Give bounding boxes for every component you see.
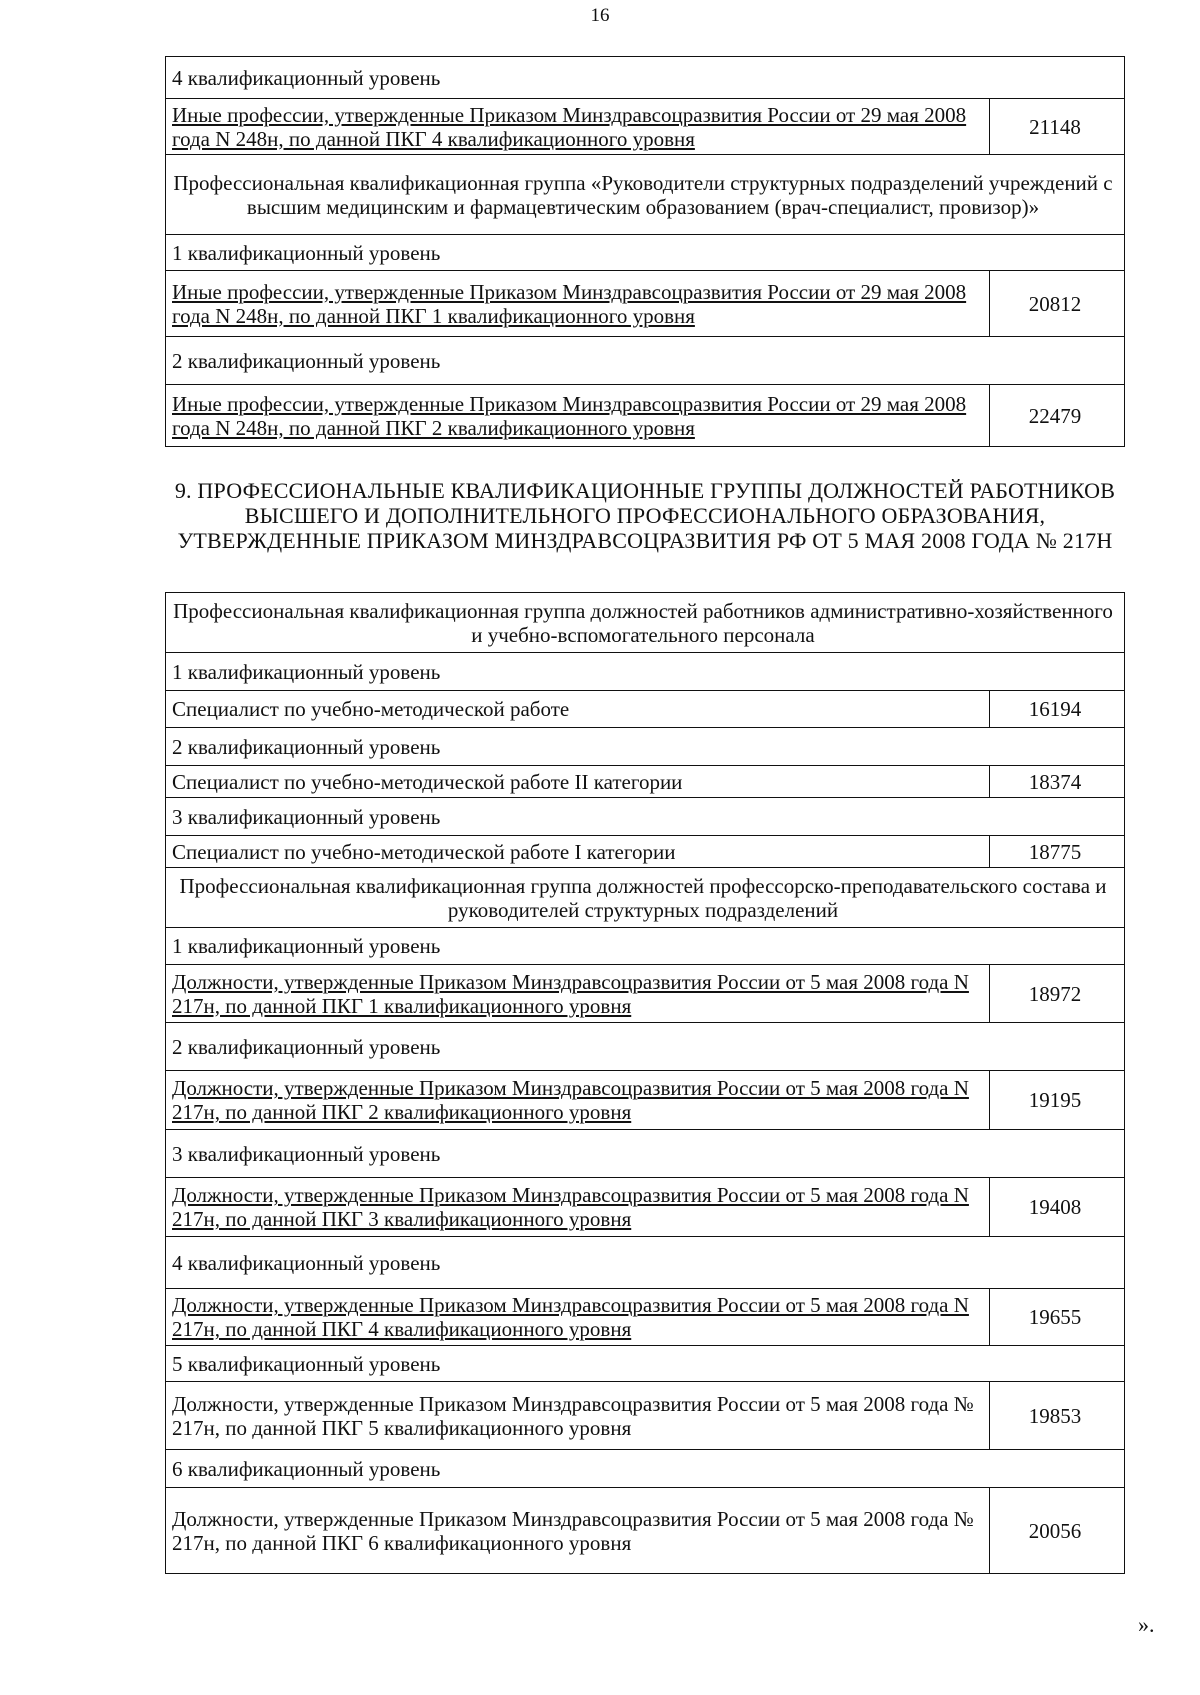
qualification-level-label: 2 квалификационный уровень [166, 337, 1125, 385]
salary-value: 20812 [989, 271, 1124, 337]
position-name: Должности, утвержденные Приказом Минздравсоцразвития России от 5 мая 2008 года N 217н, по данной ПКГ 3 квалификационного уровня [172, 1183, 969, 1231]
table-row [166, 1071, 1125, 1130]
table-row [166, 1289, 1125, 1346]
salary-table-part-1 [165, 56, 1125, 447]
level-header-row [166, 928, 1125, 965]
position-name: Должности, утвержденные Приказом Минздравсоцразвития России от 5 мая 2008 года № 217н, по данной ПКГ 5 квалификационного уровня [172, 1391, 974, 1440]
level-header-row [166, 1450, 1125, 1488]
table-row [166, 99, 1125, 155]
level-header-row [166, 653, 1125, 691]
section-title: 9. ПРОФЕССИОНАЛЬНЫЕ КВАЛИФИКАЦИОННЫЕ ГРУППЫ ДОЛЖНОСТЕЙ РАБОТНИКОВ ВЫСШЕГО И ДОПОЛНИТЕЛЬНОГО ПРОФЕССИОНАЛЬНОГО ОБРАЗОВАНИЯ, УТВЕРЖДЕННЫЕ ПРИКАЗОМ МИНЗДРАВСОЦРАЗВИТИЯ РФ ОТ 5 МАЯ 2008 ГОДА № 217Н [174, 478, 1116, 553]
position-name: Иные профессии, утвержденные Приказом Минздравсоцразвития России от 29 мая 2008 года N 248н, по данной ПКГ 1 квалификационного уровня [172, 279, 967, 328]
qualification-level-label: 4 квалификационный уровень [166, 57, 1125, 99]
qualification-level-label: 2 квалификационный уровень [166, 728, 1125, 766]
page-number: 16 [590, 5, 610, 26]
position-name-cell [166, 1382, 990, 1450]
qualification-level-label: 1 квалификационный уровень [166, 653, 1125, 691]
table-row [166, 1178, 1125, 1237]
salary-value: 18775 [990, 836, 1125, 868]
table-row [166, 385, 1125, 447]
level-header-row [166, 337, 1125, 385]
position-name-cell [166, 1178, 990, 1237]
salary-table-section-9 [165, 592, 1125, 1574]
table-row [166, 691, 1125, 728]
table-row [166, 965, 1125, 1023]
level-header-row [166, 1346, 1125, 1382]
level-header-row [166, 57, 1125, 99]
qualification-level-label: 1 квалификационный уровень [166, 928, 1125, 965]
position-name-cell [166, 271, 990, 337]
position-name-cell [166, 1488, 990, 1574]
salary-value: 21148 [989, 99, 1124, 155]
qualification-level-label: 2 квалификационный уровень [166, 1023, 1125, 1071]
position-name: Специалист по учебно-методической работе II категории [172, 769, 683, 794]
salary-value: 19853 [990, 1382, 1125, 1450]
position-name-cell [166, 1071, 990, 1130]
level-header-row [166, 1130, 1125, 1178]
qualification-level-label: 5 квалификационный уровень [166, 1346, 1125, 1382]
position-name-cell [166, 385, 990, 447]
salary-value: 20056 [990, 1488, 1125, 1574]
position-name-cell [166, 99, 990, 155]
position-name-cell [166, 1289, 990, 1346]
qualification-group-title: Профессиональная квалификационная группа «Руководители структурных подразделений учреждений с высшим медицинским и фармацевтическим образованием (врач-специалист, провизор)» [166, 155, 1125, 235]
position-name: Специалист по учебно-методической работе I категории [172, 839, 676, 864]
level-header-row [166, 1237, 1125, 1289]
position-name: Иные профессии, утвержденные Приказом Минздравсоцразвития России от 29 мая 2008 года N 248н, по данной ПКГ 2 квалификационного уровня [172, 391, 967, 440]
position-name: Должности, утвержденные Приказом Минздравсоцразвития России от 5 мая 2008 года N 217н, по данной ПКГ 4 квалификационного уровня [172, 1293, 969, 1341]
salary-value: 22479 [989, 385, 1124, 447]
salary-value: 16194 [990, 691, 1125, 728]
qualification-level-label: 4 квалификационный уровень [166, 1237, 1125, 1289]
table-row [166, 836, 1125, 868]
position-name: Должности, утвержденные Приказом Минздравсоцразвития России от 5 мая 2008 года № 217н, по данной ПКГ 6 квалификационного уровня [172, 1506, 974, 1555]
qualification-group-title: Профессиональная квалификационная группа должностей работников административно-хозяйственного и учебно-вспомогательного персонала [166, 593, 1125, 653]
table-row [166, 271, 1125, 337]
position-name-cell [166, 836, 990, 868]
group-header-row [166, 593, 1125, 653]
level-header-row [166, 235, 1125, 271]
salary-value: 18374 [990, 766, 1125, 798]
salary-value: 18972 [990, 965, 1125, 1023]
group-header-row [166, 155, 1125, 235]
position-name-cell [166, 766, 990, 798]
table-row [166, 1382, 1125, 1450]
qualification-level-label: 6 квалификационный уровень [166, 1450, 1125, 1488]
salary-value: 19195 [990, 1071, 1125, 1130]
level-header-row [166, 728, 1125, 766]
position-name-cell [166, 965, 990, 1023]
position-name: Должности, утвержденные Приказом Минздравсоцразвития России от 5 мая 2008 года N 217н, по данной ПКГ 2 квалификационного уровня [172, 1076, 969, 1124]
position-name: Иные профессии, утвержденные Приказом Минздравсоцразвития России от 29 мая 2008 года N 248н, по данной ПКГ 4 квалификационного уровня [172, 102, 967, 151]
table-row [166, 1488, 1125, 1574]
position-name: Специалист по учебно-методической работе [172, 697, 570, 721]
qualification-level-label: 3 квалификационный уровень [166, 1130, 1125, 1178]
closing-quote: ». [1138, 1612, 1155, 1637]
qualification-level-label: 1 квалификационный уровень [166, 235, 1125, 271]
level-header-row [166, 798, 1125, 836]
salary-value: 19408 [990, 1178, 1125, 1237]
position-name-cell [166, 691, 990, 728]
qualification-group-title: Профессиональная квалификационная группа должностей профессорско-преподавательского состава и руководителей структурных подразделений [166, 868, 1125, 928]
position-name: Должности, утвержденные Приказом Минздравсоцразвития России от 5 мая 2008 года N 217н, по данной ПКГ 1 квалификационного уровня [172, 969, 969, 1018]
salary-value: 19655 [990, 1289, 1125, 1346]
level-header-row [166, 1023, 1125, 1071]
table-row [166, 766, 1125, 798]
group-header-row [166, 868, 1125, 928]
qualification-level-label: 3 квалификационный уровень [166, 798, 1125, 836]
